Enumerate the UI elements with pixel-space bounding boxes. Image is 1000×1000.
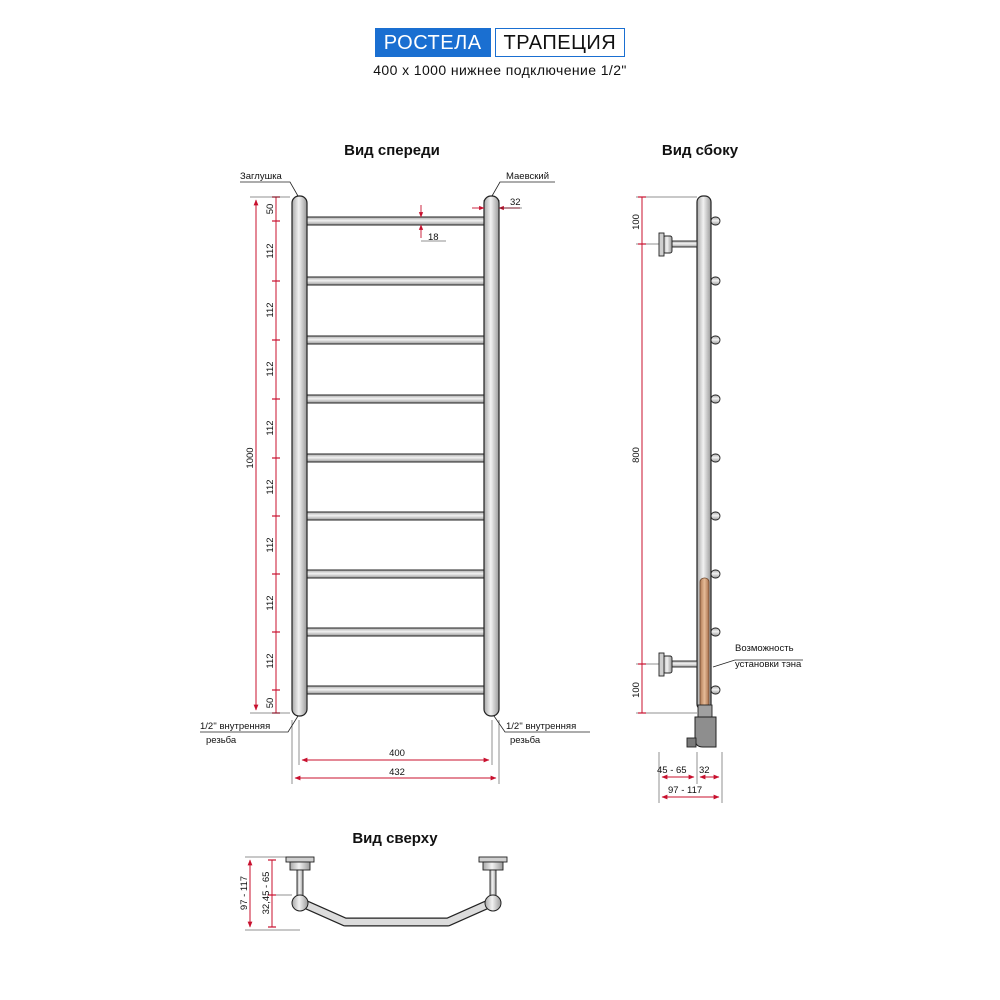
heater-housing (695, 717, 716, 747)
brand-name: РОСТЕЛА (375, 28, 491, 57)
rung-stub (711, 336, 720, 344)
rung-stub (711, 395, 720, 403)
mayevsky-leader (492, 182, 555, 196)
wall-plate-left (286, 857, 314, 862)
rungs (300, 217, 488, 694)
top-view (239, 830, 507, 930)
rung (300, 686, 488, 694)
rung-dia-dim: 18 (428, 232, 439, 243)
wall-plate-right (479, 857, 507, 862)
bracket-stem-left (297, 870, 303, 896)
top-offset-dim: 32,45 - 65 (261, 871, 272, 915)
rung-stub (711, 277, 720, 285)
rung-stub (711, 570, 720, 578)
side-dim-top: 100 (631, 214, 642, 230)
front-view-title: Вид спереди (344, 142, 440, 159)
riser-section-left (292, 895, 308, 911)
segment-dim: 112 (265, 243, 276, 259)
side-dim-bottom: 100 (631, 682, 642, 698)
top-view-title: Вид сверху (352, 830, 438, 847)
segment-dim: 112 (265, 653, 276, 669)
rung (300, 277, 488, 285)
right-riser (484, 196, 499, 716)
rung (300, 336, 488, 344)
bracket-stem-right (490, 870, 496, 896)
segment-dim: 112 (265, 537, 276, 553)
thread-right-label-2: резьба (510, 735, 541, 746)
rung (300, 628, 488, 636)
side-offset-dim: 45 - 65 (657, 765, 687, 776)
rung-stub (711, 512, 720, 520)
rung-stub (711, 686, 720, 694)
side-depth-dim: 97 - 117 (668, 785, 703, 796)
rung (300, 454, 488, 462)
riser-width-dim: 32 (510, 197, 521, 208)
thread-right-label: 1/2'' внутренняя (506, 721, 577, 732)
segment-dim: 112 (265, 479, 276, 495)
segment-dim: 50 (265, 697, 276, 709)
heater-label-2: установки тэна (735, 659, 802, 670)
thread-left-label: 1/2'' внутренняя (200, 721, 271, 732)
segment-dim: 112 (265, 302, 276, 318)
segment-dim: 50 (265, 203, 276, 215)
wall-bracket-top (659, 233, 697, 256)
rung-stub (711, 628, 720, 636)
model-name: ТРАПЕЦИЯ (495, 28, 626, 57)
center-dim: 400 (389, 748, 405, 759)
rung (300, 570, 488, 578)
heater-label: Возможность (735, 643, 794, 654)
rung-stub (711, 454, 720, 462)
product-subtitle: 400 х 1000 нижнее подключение 1/2" (373, 62, 627, 78)
rung-stubs (711, 217, 720, 694)
side-dim-middle: 800 (631, 447, 642, 463)
front-view (200, 142, 590, 784)
thread-left-label-2: резьба (206, 735, 237, 746)
top-depth-dim: 97 - 117 (239, 875, 250, 911)
heater-plug (687, 738, 696, 747)
rung (300, 395, 488, 403)
heater-nut (698, 705, 712, 717)
height-dim: 1000 (245, 447, 256, 469)
segment-dim: 112 (265, 420, 276, 436)
wall-bracket-bottom (659, 653, 697, 676)
heater-element (700, 578, 709, 708)
rung (300, 512, 488, 520)
plug-label: Заглушка (240, 171, 282, 182)
segment-dim: 112 (265, 595, 276, 611)
segment-dim: 112 (265, 361, 276, 377)
side-view-title: Вид сбоку (661, 142, 739, 159)
left-riser (292, 196, 307, 716)
segment-dims (265, 197, 280, 713)
mayevsky-label: Маевский (506, 171, 550, 182)
plug-leader (240, 182, 298, 196)
side-riser-dim: 32 (699, 765, 710, 776)
side-view (631, 142, 803, 803)
rung (300, 217, 488, 225)
overall-dim: 432 (389, 767, 405, 778)
rung-stub (711, 217, 720, 225)
riser-section-right (485, 895, 501, 911)
